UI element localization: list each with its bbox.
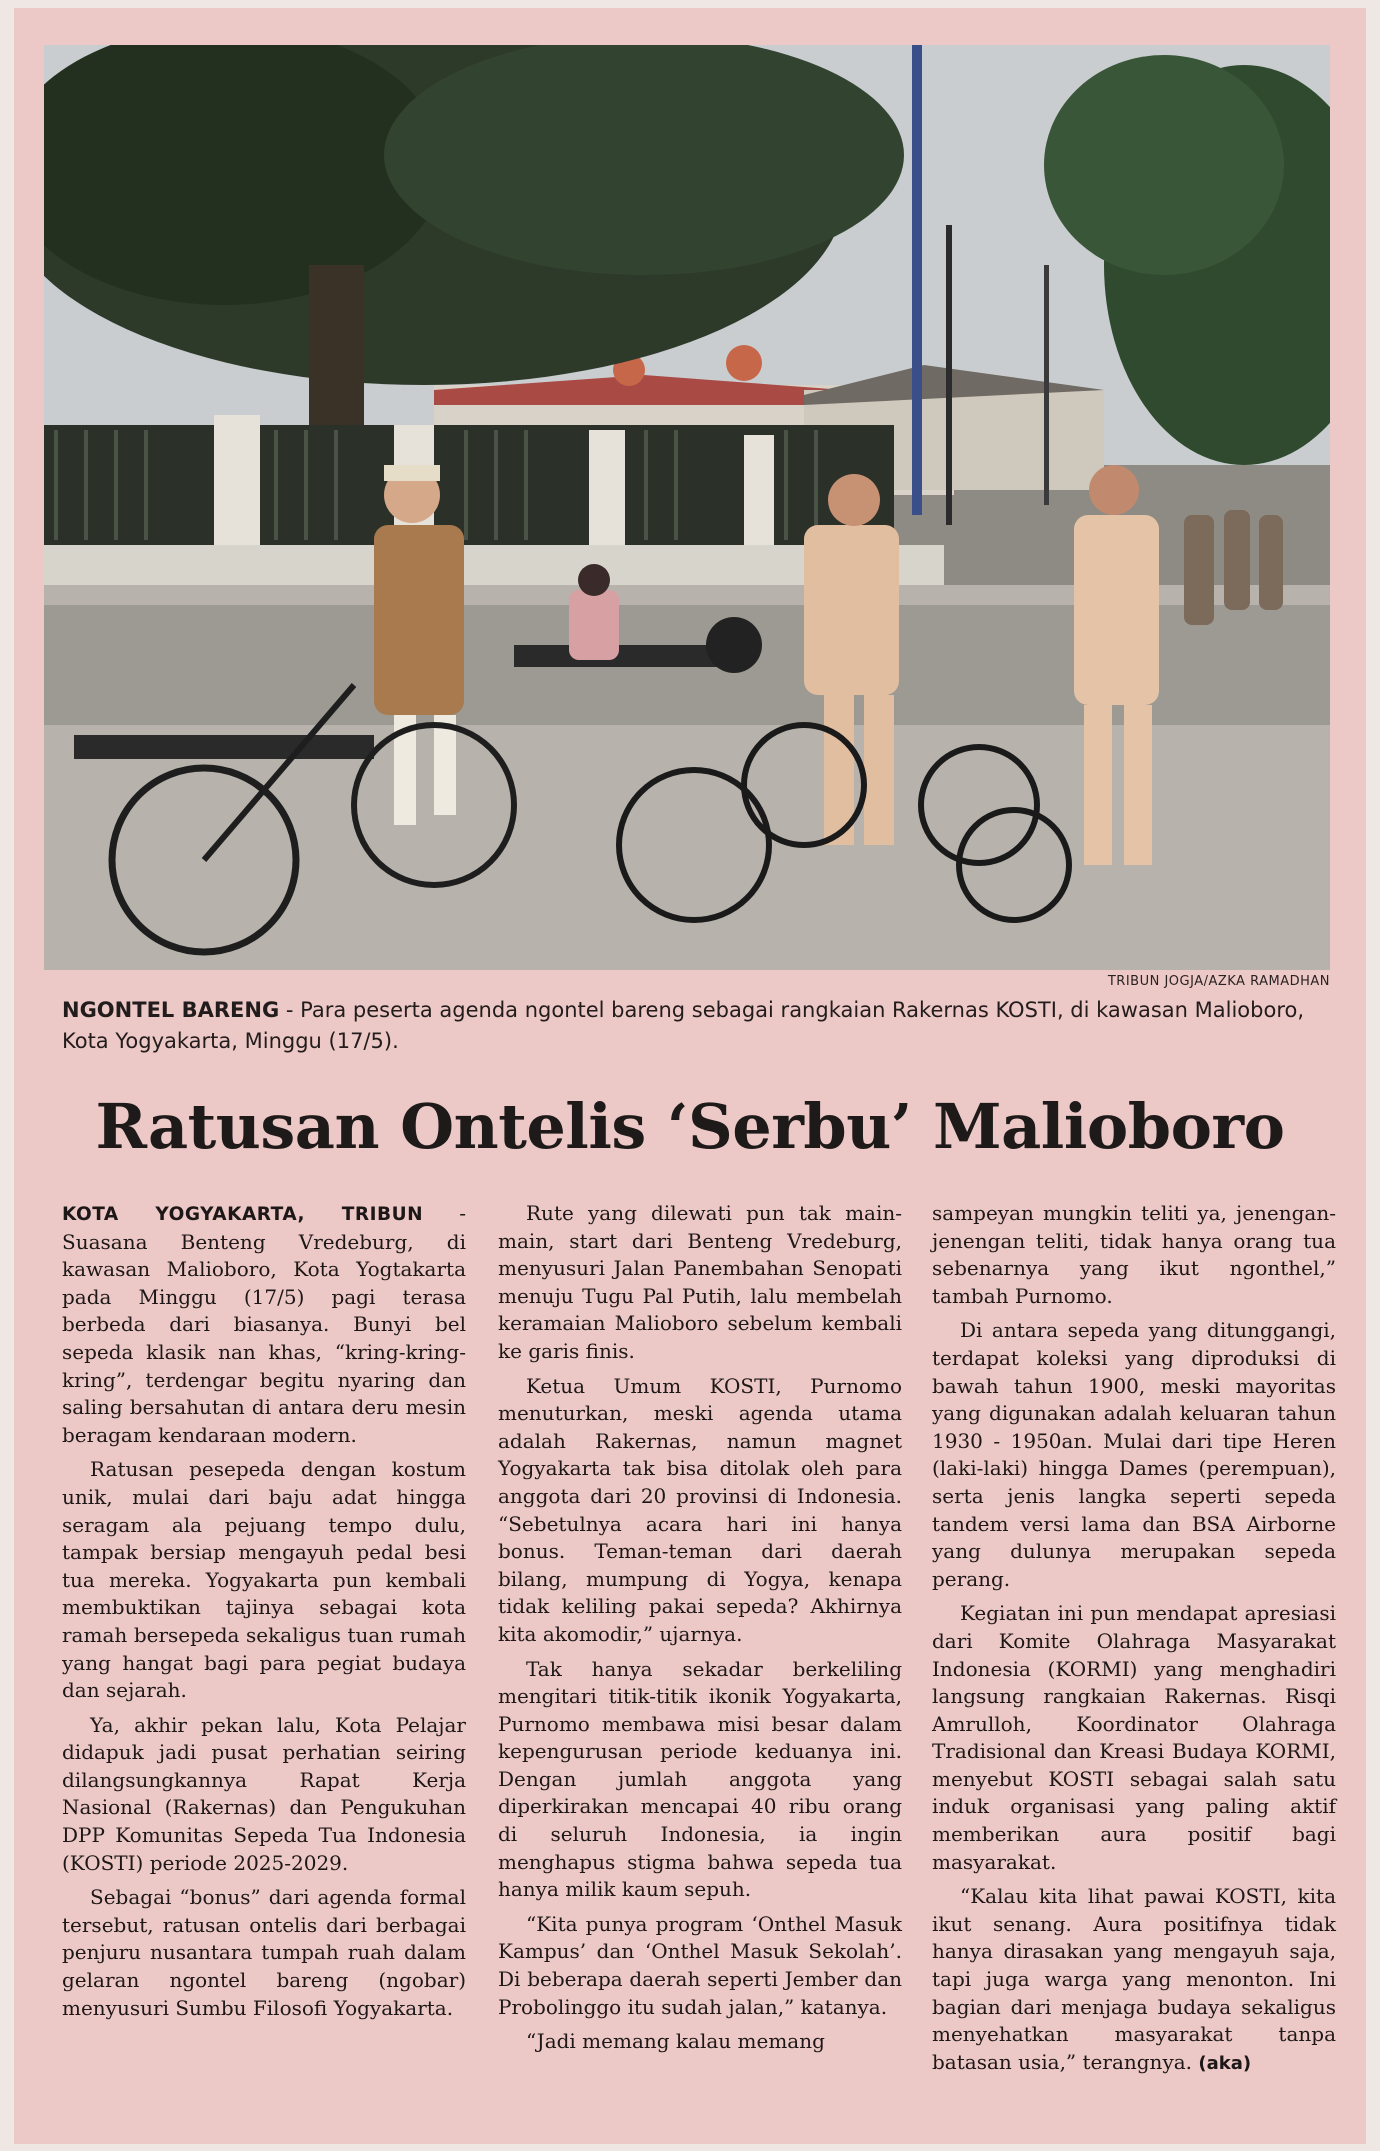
article-column-2 — [498, 1200, 902, 2063]
article-column-1 — [62, 1200, 466, 2029]
article-paragraph: KOTA YOGYAKARTA, TRIBUN - Suasana Benteng Vredeburg, di kawasan Malioboro, Kota Yogtakarta pada Minggu (17/5) pagi terasa berbeda dari biasanya. Bunyi bel sepeda klasik nan khas, “kring-kring-kring”, terdengar begitu nyaring dan saling bersahutan di antara deru mesin beragam kendaraan modern. — [62, 1201, 467, 1447]
article-paragraph: “Kalau kita lihat pawai KOSTI, kita ikut senang. Aura positifnya tidak hanya dirasakan yang mengayuh saja, tapi juga warga yang menonton. Ini bagian dari menjaga budaya sekaligus menyehatkan masyarakat tanpa batasan usia,” terangnya. (aka) — [932, 1884, 1336, 2074]
article-paragraph: Sebagai “bonus” dari agenda formal tersebut, ratusan ontelis dari berbagai penjuru nusantara tumpah ruah dalam gelaran ngontel bareng (ngobar) menyusuri Sumbu Filosofi Yogyakarta. — [62, 1885, 466, 2020]
news-photo — [44, 45, 1330, 970]
article-paragraph: Di antara sepeda yang ditunggangi, terdapat koleksi yang diproduksi di bawah tahun 1900, meski mayoritas yang digunakan adalah keluaran tahun 1930 - 1950an. Mulai dari tipe Heren (laki-laki) hingga Dames (perempuan), serta jenis langka seperti sepeda tandem versi lama dan BSA Airborne yang dulunya merupakan sepeda perang. — [932, 1318, 1336, 1591]
article-column-3 — [932, 1200, 1336, 2084]
author-signoff: (aka) — [1198, 2052, 1252, 2074]
article-paragraph: sampeyan mungkin teliti ya, jenengan-jenengan teliti, tidak hanya orang tua sebenarnya yang ikut ngonthel,” tambah Purnomo. — [932, 1201, 1336, 1308]
headline: Ratusan Ontelis ‘Serbu’ Malioboro — [95, 1090, 1285, 1163]
article-paragraph: Ratusan pesepeda dengan kostum unik, mulai dari baju adat hingga seragam ala pejuang tempo dulu, tampak bersiap mengayuh pedal besi tua mereka. Yogyakarta pun kembali membuktikan tajinya sebagai kota ramah bersepeda sekaligus tuan rumah yang hangat bagi para pegiat budaya dan sejarah. — [62, 1457, 466, 1703]
article-paragraph: Rute yang dilewati pun tak main-main, start dari Benteng Vredeburg, menyusuri Jalan Panembahan Senopati menuju Tugu Pal Putih, lalu membelah keramaian Malioboro sebelum kembali ke garis finis. — [498, 1201, 902, 1363]
article-paragraph: “Jadi memang kalau memang — [526, 2029, 825, 2054]
article-paragraph: Ketua Umum KOSTI, Purnomo menuturkan, meski agenda utama adalah Rakernas, namun magnet Yogyakarta tak bisa ditolak oleh para anggota dari 20 provinsi di Indonesia. “Sebetulnya acara hari ini hanya bonus. Teman-teman dari daerah bilang, mumpung di Yogya, kenapa tidak keliling pakai sepeda? Akhirnya kita akomodir,” ujarnya. — [498, 1373, 902, 1646]
caption-text: - Para peserta agenda ngontel bareng sebagai rangkaian Rakernas KOSTI, di kawasan Malioboro, Kota Yogyakarta, Minggu (17/5). — [62, 998, 1305, 1053]
photo-credit: TRIBUN JOGJA/AZKA RAMADHAN — [1107, 974, 1330, 989]
caption-head: NGONTEL BARENG — [62, 998, 280, 1022]
article-paragraph: Tak hanya sekadar berkeliling mengitari titik-titik ikonik Yogyakarta, Purnomo membawa misi besar dalam kepengurusan periode keduanya ini. Dengan jumlah anggota yang diperkirakan mencapai 40 ribu orang di seluruh Indonesia, ia ingin menghapus stigma bahwa sepeda tua hanya milik kaum sepuh. — [498, 1656, 902, 1902]
photo-caption — [62, 995, 1332, 1057]
article-paragraph: “Kita punya program ‘Onthel Masuk Kampus’ dan ‘Onthel Masuk Sekolah’. Di beberapa daerah seperti Jember dan Probolinggo itu sudah jalan,” katanya. — [498, 1911, 902, 2019]
article-paragraph: Kegiatan ini pun mendapat apresiasi dari Komite Olahraga Masyarakat Indonesia (KORMI) yang menghadiri langsung rangkaian Rakernas. Risqi Amrulloh, Koordinator Olahraga Tradisional dan Kreasi Budaya KORMI, menyebut KOSTI sebagai salah satu induk organisasi yang paling aktif memberikan aura positif bagi masyarakat. — [932, 1601, 1336, 1874]
article-paragraph: Ya, akhir pekan lalu, Kota Pelajar didapuk jadi pusat perhatian seiring dilangsungkannya Rapat Kerja Nasional (Rakernas) dan Pengukuhan DPP Komunitas Sepeda Tua Indonesia (KOSTI) periode 2025-2029. — [62, 1712, 466, 1875]
dateline: KOTA YOGYAKARTA, TRIBUN — [62, 1204, 424, 1225]
